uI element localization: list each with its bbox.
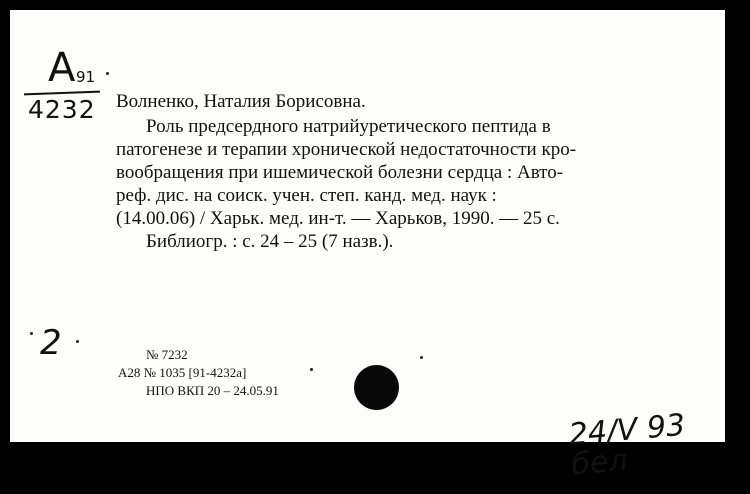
punch-hole xyxy=(354,365,399,410)
shelf-mark-number: 4232 xyxy=(28,95,96,124)
title-line: патогенезе и терапии хронической недостаточности кро- xyxy=(116,139,577,160)
title-line: вообращения при ишемической болезни сердца : Авто- xyxy=(116,162,564,183)
author-heading: Волненко, Наталия Борисовна. xyxy=(116,91,366,112)
speck xyxy=(106,72,109,75)
shelf-mark-sub: 91 xyxy=(76,68,96,86)
handwritten-date-note: 24/V 93 бел xyxy=(567,407,687,483)
catalog-card xyxy=(10,10,725,483)
title-line: Роль предсердного натрийуретического пептида в xyxy=(146,116,551,137)
bibliography-note: Библиогр. : с. 24 – 25 (7 назв.). xyxy=(146,231,394,252)
speck xyxy=(310,368,313,371)
shelf-mark-letter: A xyxy=(48,45,75,91)
speck xyxy=(420,356,423,359)
speck xyxy=(76,340,79,343)
speck xyxy=(30,332,33,335)
margin-mark: 2 xyxy=(40,323,62,363)
title-line: реф. дис. на соиск. учен. степ. канд. мед. наук : xyxy=(116,185,497,206)
title-line: (14.00.06) / Харьк. мед. ин-т. — Харьков, 1990. — 25 с. xyxy=(116,208,560,229)
accession-line: A28 № 1035 [91-4232a] xyxy=(118,365,247,380)
print-info-line: НПО ВКП 20 – 24.05.91 xyxy=(146,383,279,398)
record-number: № 7232 xyxy=(146,347,188,362)
